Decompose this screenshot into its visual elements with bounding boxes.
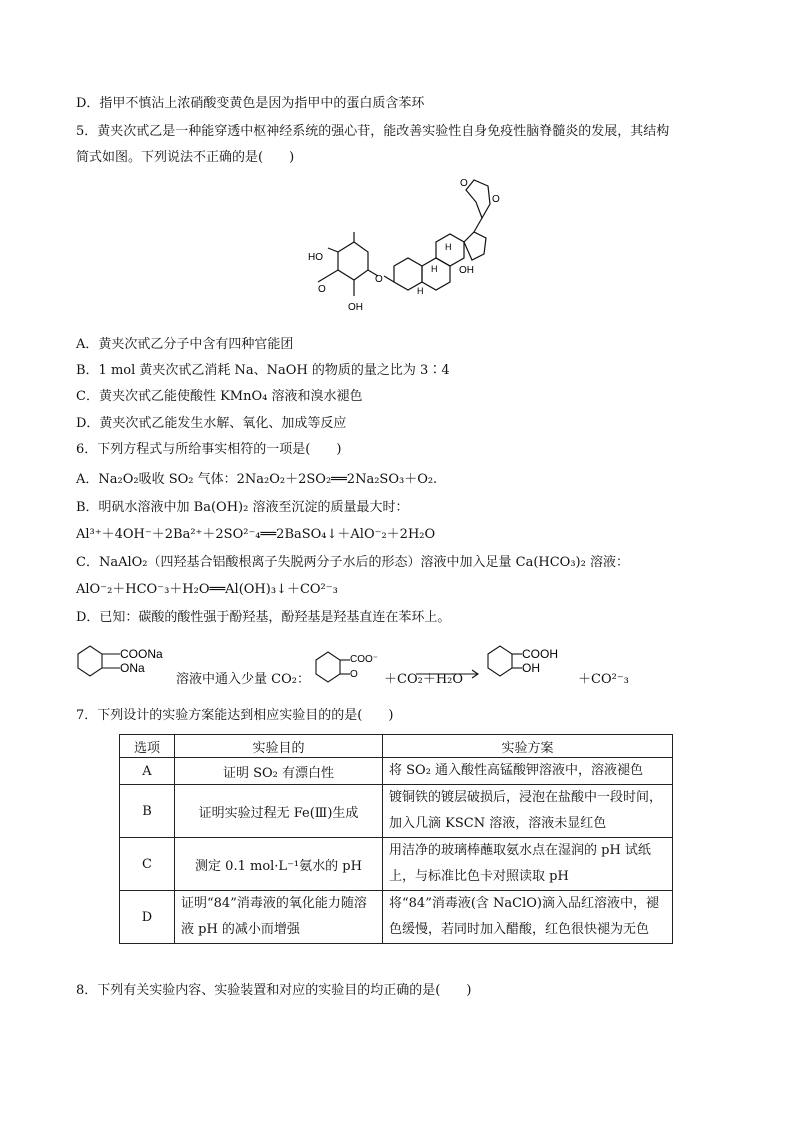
- q5-label-h2: H: [431, 264, 438, 274]
- q7-experiment-table: [119, 734, 673, 944]
- q8-stem: 8．下列有关实验内容、实验装置和对应的实验目的均正确的是( ): [76, 983, 472, 998]
- row-d-option: D: [120, 891, 175, 944]
- row-b-plan-line2: 加入几滴 KSCN 溶液，溶液未显红色: [389, 816, 607, 831]
- q6-option-d: D．已知：碳酸的酸性强于酚羟基，酚羟基是羟基直连在苯环上。: [76, 610, 451, 625]
- row-b-plan: [383, 785, 673, 838]
- q5-label-h3: H: [417, 286, 424, 296]
- header-goal: 实验目的: [175, 735, 383, 758]
- q5-label-ho: HO: [308, 252, 323, 263]
- q6-option-b: B．明矾水溶液中加 Ba(OH)₂ 溶液至沉淀的质量最大时：: [76, 500, 409, 515]
- row-b-plan-line1: 镀铜铁的镀层破损后，浸泡在盐酸中一段时间，: [389, 790, 663, 805]
- q5-structure-diagram: [296, 170, 556, 330]
- q5-label-lactone-o: O: [492, 194, 500, 205]
- row-c-goal: 测定 0.1 mol·L⁻¹氨水的 pH: [175, 838, 383, 891]
- row-d-goal-line2: 液 pH 的减小而增强: [181, 922, 300, 937]
- row-a-option: A: [120, 758, 175, 785]
- q6-struct2-label-coo: COO⁻: [350, 654, 379, 665]
- q5-label-o-link: O: [375, 274, 383, 285]
- q5-label-oh-sugar: OH: [348, 302, 363, 313]
- row-c-plan: [383, 838, 673, 891]
- q5-stem-line1: 5．黄夹次甙乙是一种能穿透中枢神经系统的强心苷，能改善实验性自身免疫性脑脊髓炎的发展，其结构: [76, 124, 670, 139]
- q5-option-d: D．黄夹次甙乙能发生水解、氧化、加成等反应: [76, 416, 347, 431]
- row-d-goal: [175, 891, 383, 944]
- q6-option-c: C．NaAlO₂（四羟基合铝酸根离子失脱两分子水后的形态）溶液中加入足量 Ca(HCO₃)₂ 溶液：: [76, 555, 629, 570]
- table-row: [120, 785, 673, 838]
- row-b-option: B: [120, 785, 175, 838]
- header-option: 选项: [120, 735, 175, 758]
- table-row: [120, 758, 673, 785]
- q6-option-d-end: ＋CO²⁻₃: [578, 672, 629, 687]
- row-a-goal: 证明 SO₂ 有漂白性: [175, 758, 383, 785]
- q6-struct2-label-o: O: [350, 669, 358, 680]
- q5-option-c: C．黄夹次甙乙能使酸性 KMnO₄ 溶液和溴水褪色: [76, 389, 363, 404]
- q5-label-methoxy-o: O: [318, 284, 326, 295]
- table-row: [120, 891, 673, 944]
- q6-option-a: A．Na₂O₂吸收 SO₂ 气体：2Na₂O₂＋2SO₂══2Na₂SO₃＋O₂.: [76, 472, 438, 487]
- q6-option-b-equation: Al³⁺＋4OH⁻＋2Ba²⁺＋2SO²⁻₄══2BaSO₄↓＋AlO⁻₂＋2H₂O: [76, 527, 436, 542]
- row-a-plan: 将 SO₂ 通入酸性高锰酸钾溶液中，溶液褪色: [383, 758, 673, 785]
- row-c-option: C: [120, 838, 175, 891]
- q5-option-a: A．黄夹次甙乙分子中含有四种官能团: [76, 337, 294, 352]
- table-header-row: [120, 735, 673, 758]
- table-row: [120, 838, 673, 891]
- q4-option-d: D．指甲不慎沾上浓硝酸变黄色是因为指甲中的蛋白质含苯环: [76, 96, 425, 111]
- row-c-plan-line2: 上，与标准比色卡对照读取 pH: [389, 869, 569, 884]
- q6-struct3-label-cooh: COOH: [522, 647, 558, 661]
- q6-struct1-label-ona: ONa: [120, 661, 145, 675]
- q6-stem: 6．下列方程式与所给事实相符的一项是( ): [76, 442, 342, 457]
- q5-label-carbonyl-o: O: [460, 178, 468, 189]
- q5-option-b: B．1 mol 黄夹次甙乙消耗 Na、NaOH 的物质的量之比为 3∶4: [76, 363, 450, 378]
- q5-label-oh-ring: OH: [459, 265, 474, 276]
- row-d-plan-line1: 将“84”消毒液(含 NaClO)滴入品红溶液中，褪: [389, 896, 659, 911]
- q6-option-d-plus: ＋CO₂＋H₂O: [384, 672, 464, 687]
- row-d-plan-line2: 色缓慢，若同时加入醋酸，红色很快褪为无色: [389, 922, 650, 937]
- header-plan: 实验方案: [383, 735, 673, 758]
- row-d-plan: [383, 891, 673, 944]
- row-c-plan-line1: 用洁净的玻璃棒蘸取氨水点在湿润的 pH 试纸: [389, 843, 651, 858]
- q6-option-c-equation: AlO⁻₂＋HCO⁻₃＋H₂O══Al(OH)₃↓＋CO²⁻₃: [76, 582, 338, 597]
- q6-struct3-label-oh: OH: [522, 661, 540, 675]
- row-d-goal-line1: 证明“84”消毒液的氧化能力随溶: [181, 896, 367, 911]
- q6-option-d-mid: 溶液中通入少量 CO₂：: [176, 672, 310, 687]
- q5-label-h1: H: [445, 242, 452, 252]
- q5-stem-line2: 简式如图。下列说法不正确的是( ): [76, 150, 295, 165]
- row-b-goal: 证明实验过程无 Fe(Ⅲ)生成: [175, 785, 383, 838]
- q7-stem: 7．下列设计的实验方案能达到相应实验目的的是( ): [76, 708, 394, 723]
- q6-struct1-label-coona: COONa: [120, 647, 163, 661]
